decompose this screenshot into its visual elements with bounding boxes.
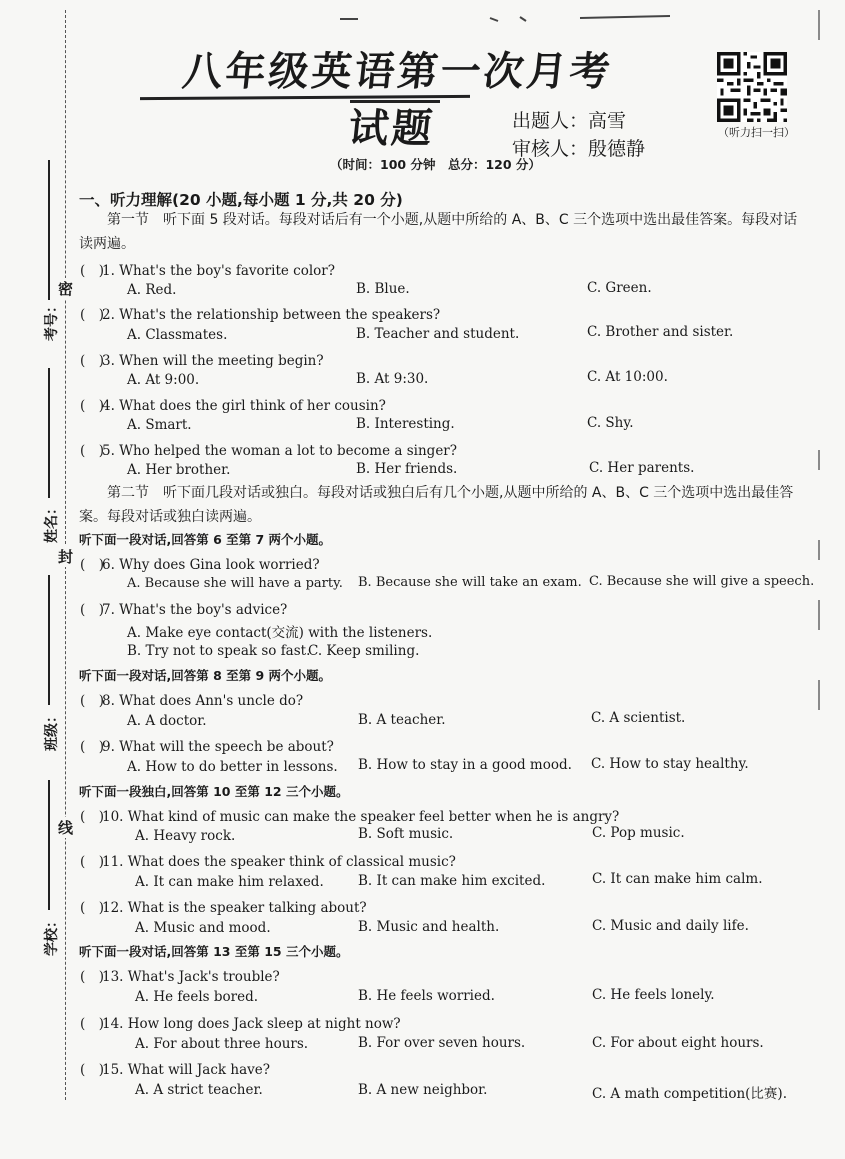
option-a[interactable]: A. For about three hours. <box>135 1036 309 1052</box>
subheading-q6-7: 听下面一段对话,回答第 6 至第 7 两个小题。 <box>79 532 332 547</box>
option-b[interactable]: B. It can make him excited. <box>358 873 546 889</box>
option-b[interactable]: B. He feels worried. <box>358 988 495 1004</box>
option-a[interactable]: A. Smart. <box>127 417 192 433</box>
option-c[interactable]: C. How to stay healthy. <box>591 756 749 772</box>
question-13: ( )13. What's Jack's trouble? <box>80 969 280 985</box>
question-6: ( )6. Why does Gina look worried? <box>80 557 320 573</box>
option-a[interactable]: A. Red. <box>127 282 177 298</box>
binding-char-seal: 封 <box>58 548 74 566</box>
option-c[interactable]: C. Keep smiling. <box>308 643 420 659</box>
exam-title: 八年级英语第一次月考试题 <box>180 48 616 152</box>
side-write-line <box>48 780 50 910</box>
qr-caption: （听力扫一扫） <box>718 126 795 139</box>
part2-instruction: 第二节 听下面几段对话或独白。每段对话或独白后有几个小题,从题中所给的 A、B、C 三个选项中选出最佳答案。每段对话或独白读两遍。 <box>79 485 794 525</box>
option-c[interactable]: C. Her parents. <box>589 460 695 476</box>
option-b[interactable]: B. How to stay in a good mood. <box>358 757 572 773</box>
option-a[interactable]: A. A doctor. <box>127 713 207 729</box>
option-c[interactable]: C. It can make him calm. <box>592 871 763 887</box>
question-8: ( )8. What does Ann's uncle do? <box>80 693 304 709</box>
option-c[interactable]: C. A math competition(比赛). <box>592 1086 787 1102</box>
option-c[interactable]: C. A scientist. <box>591 710 686 726</box>
option-a[interactable]: A. Classmates. <box>127 327 228 343</box>
option-b[interactable]: B. Because she will take an exam. <box>358 575 582 590</box>
class-label: 班级： <box>44 709 60 751</box>
option-a[interactable]: A. Her brother. <box>127 462 231 478</box>
option-c[interactable]: C. Brother and sister. <box>587 324 734 340</box>
option-a[interactable]: A. Because she will have a party. <box>127 576 343 591</box>
question-4: ( )4. What does the girl think of her cousin? <box>80 398 386 414</box>
title-underline-mark <box>350 100 440 103</box>
question-1: ( )1. What's the boy's favorite color? <box>80 263 335 279</box>
question-11: ( )11. What does the speaker think of classical music? <box>80 854 456 870</box>
question-2: ( )2. What's the relationship between the speakers? <box>80 307 441 323</box>
option-c[interactable]: C. Music and daily life. <box>592 918 749 934</box>
qr-code-icon[interactable] <box>717 52 787 122</box>
option-b[interactable]: B. Try not to speak so fast. <box>127 643 311 659</box>
option-a[interactable]: A. Music and mood. <box>135 920 271 936</box>
subheading-q13-15: 听下面一段对话,回答第 13 至第 15 三个小题。 <box>79 944 349 959</box>
time-and-score: （时间：100 分钟 总分：120 分） <box>330 157 541 172</box>
question-15: ( )15. What will Jack have? <box>80 1062 270 1078</box>
top-edge-scribble <box>340 12 670 24</box>
question-10: ( )10. What kind of music can make the speaker feel better when he is angry? <box>80 809 620 825</box>
option-a[interactable]: A. How to do better in lessons. <box>127 759 338 775</box>
name-label: 姓名： <box>44 501 60 543</box>
option-c[interactable]: C. At 10:00. <box>587 369 668 385</box>
option-c[interactable]: C. Because she will give a speech. <box>589 574 815 589</box>
question-maker: 出题人：高雪 <box>512 110 627 132</box>
option-b[interactable]: B. At 9:30. <box>356 371 429 387</box>
binding-char-line: 线 <box>58 819 74 837</box>
option-c[interactable]: C. He feels lonely. <box>592 987 715 1003</box>
option-a[interactable]: A. Heavy rock. <box>135 828 236 844</box>
question-5: ( )5. Who helped the woman a lot to become a singer? <box>80 443 457 459</box>
option-b[interactable]: B. For over seven hours. <box>358 1035 526 1051</box>
subheading-q8-9: 听下面一段对话,回答第 8 至第 9 两个小题。 <box>79 668 332 683</box>
right-edge-scan-marks <box>816 0 822 1159</box>
school-label: 学校： <box>44 914 60 956</box>
option-b[interactable]: B. A new neighbor. <box>358 1082 488 1098</box>
option-a[interactable]: A. It can make him relaxed. <box>135 874 324 890</box>
option-b[interactable]: B. A teacher. <box>358 712 446 728</box>
binding-char-seal: 密 <box>58 280 74 298</box>
option-c[interactable]: C. Pop music. <box>592 825 685 841</box>
option-b[interactable]: B. Music and health. <box>358 919 500 935</box>
side-write-line <box>48 160 50 300</box>
option-c[interactable]: C. Shy. <box>587 415 634 431</box>
option-c[interactable]: C. Green. <box>587 280 652 296</box>
question-14: ( )14. How long does Jack sleep at night now? <box>80 1016 401 1032</box>
question-12: ( )12. What is the speaker talking about? <box>80 900 367 916</box>
option-a[interactable]: A. A strict teacher. <box>135 1082 263 1098</box>
question-9: ( )9. What will the speech be about? <box>80 739 334 755</box>
side-write-line <box>48 368 50 498</box>
question-3: ( )3. When will the meeting begin? <box>80 353 324 369</box>
question-reviewer: 审核人：殷德静 <box>512 138 646 160</box>
option-b[interactable]: B. Her friends. <box>356 461 458 477</box>
option-b[interactable]: B. Soft music. <box>358 826 454 842</box>
option-b[interactable]: B. Interesting. <box>356 416 455 432</box>
part1-instruction: 第一节 听下面 5 段对话。每段对话后有一个小题,从题中所给的 A、B、C 三个选项中选出最佳答案。每段对话读两遍。 <box>79 212 798 252</box>
option-b[interactable]: B. Teacher and student. <box>356 326 520 342</box>
section-title: 一、听力理解(20 小题,每小题 1 分,共 20 分) <box>79 191 403 209</box>
option-b[interactable]: B. Blue. <box>356 281 410 297</box>
side-write-line <box>48 575 50 705</box>
option-a[interactable]: A. He feels bored. <box>135 989 259 1005</box>
option-a[interactable]: A. Make eye contact(交流) with the listeners. <box>127 625 433 641</box>
subheading-q10-12: 听下面一段独白,回答第 10 至第 12 三个小题。 <box>79 784 349 799</box>
option-c[interactable]: C. For about eight hours. <box>592 1035 764 1051</box>
exam-number-label: 考号： <box>44 299 60 341</box>
option-a[interactable]: A. At 9:00. <box>127 372 200 388</box>
question-7: ( )7. What's the boy's advice? <box>80 602 288 618</box>
